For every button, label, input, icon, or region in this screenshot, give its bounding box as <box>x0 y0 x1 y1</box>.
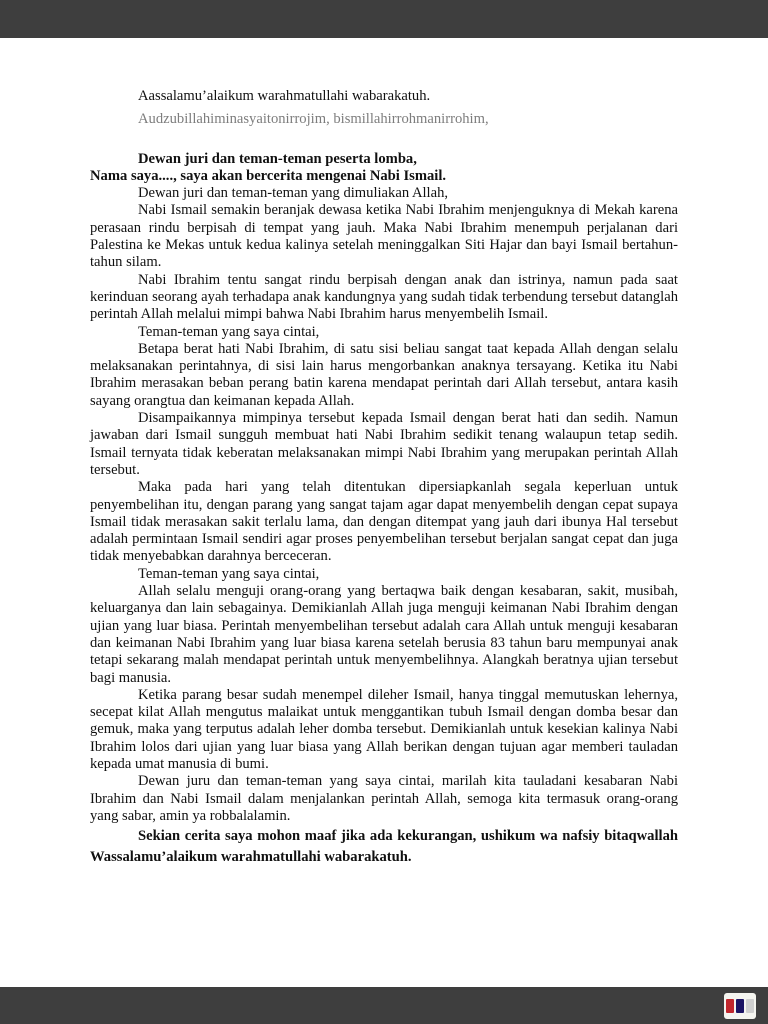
viewer-top-bar <box>0 0 768 38</box>
paragraph: Audzubillahiminasyaitonirrojim, bismillahirrohmanirrohim, <box>138 111 489 128</box>
paragraph: Aassalamu’alaikum warahmatullahi wabarakatuh. <box>138 88 431 104</box>
paragraph: Allah selalu menguji orang-orang yang bertaqwa baik dengan kesabaran, sakit, musibah, keluarganya dan lain sebagainya. Demikianlah Allah juga menguji keimanan Nabi Ibrahim dengan ujian yang luar biasa. Perintah menyembelihan tersebut adalah cara Allah untuk menguji kesabaran dan keimanan Nabi Ibrahim yang luar biasa karena setelah berusia 83 tahun baru mempunyai anak tetapi sekarang malah mendapat perintah untuk menyembelihnya. Alangkah beratnya ujian tersebut bagi manusia. <box>90 583 678 686</box>
publisher-logo-icon <box>724 993 756 1019</box>
paragraph: Betapa berat hati Nabi Ibrahim, di satu sisi beliau sangat taat kepada Allah dengan selalu melaksanakan perintahnya, di sisi lain harus mengorbankan anaknya tersayang. Ketika itu Nabi Ibrahim merasakan beban perang batin karena mendapat perintah dari Allah tersebut, antara kasih sayang orangtua dan keimanan kepada Allah. <box>90 340 678 409</box>
logo-navy-block <box>736 999 744 1013</box>
paragraph: Dewan juru dan teman-teman yang saya cintai, marilah kita tauladani kesabaran Nabi Ibrahim dan Nabi Ismail dalam menjalankan perintah Allah, semoga kita termasuk orang-orang yang sabar, amin ya robbalalamin. <box>90 773 678 824</box>
document-page <box>0 38 768 987</box>
document-body <box>90 88 678 867</box>
paragraph: Teman-teman yang saya cintai, <box>138 323 320 340</box>
paragraph: Ketika parang besar sudah menempel dileher Ismail, hanya tinggal memutuskan lehernya, secepat kilat Allah mengutus malaikat untuk menggantikan tubuh Ismail dengan domba besar dan gemuk, maka yang terputus adalah leher domba tersebut. Demikianlah untuk kesekian kalinya Nabi Ibrahim lolos dari ujian yang luar biasa yang Allah berikan dengan tujuan agar memberi tauladan kepada umat manusia di bumi. <box>90 686 678 772</box>
paragraph: Dewan juri dan teman-teman peserta lomba, <box>138 150 417 167</box>
paragraph: Nabi Ismail semakin beranjak dewasa ketika Nabi Ibrahim menjenguknya di Mekah karena perasaan rindu berpisah di tempat yang jauh. Maka Nabi Ibrahim menempuh perjalanan dari Palestina ke Mekas untuk kedua kalinya setelah meninggalkan Siti Hajar dan bayi Ismail bertahun-tahun silam. <box>90 202 678 271</box>
logo-red-block <box>726 999 734 1013</box>
logo-light-block <box>746 999 754 1013</box>
paragraph: Teman-teman yang saya cintai, <box>138 565 320 582</box>
paragraph: Sekian cerita saya mohon maaf jika ada kekurangan, ushikum wa nafsiy bitaqwallah Wassalamu’alaikum warahmatullahi wabarakatuh. <box>90 828 678 865</box>
viewer-bottom-bar <box>0 987 768 1024</box>
paragraph: Disampaikannya mimpinya tersebut kepada Ismail dengan berat hati dan sedih. Namun jawaban dari Ismail sungguh membuat hati Nabi Ibrahim sedikit tenang walaupun tetap sedih. Ismail ternyata tidak keberatan melaksanakan mimpi Nabi Ibrahim yang merupakan perintah Allah tersebut. <box>90 410 678 478</box>
paragraph: Nama saya...., saya akan bercerita mengenai Nabi Ismail. <box>90 167 447 184</box>
paragraph: Dewan juri dan teman-teman yang dimuliakan Allah, <box>138 185 449 202</box>
paragraph: Nabi Ibrahim tentu sangat rindu berpisah dengan anak dan istrinya, namun pada saat kerinduan seorang ayah terhadapa anak kandungnya yang sudah tidak terbendung tersebut datanglah perintah Allah melalui mimpi bahwa Nabi Ibrahim harus menyembelih Ismail. <box>90 271 678 323</box>
paragraph: Maka pada hari yang telah ditentukan dipersiapkanlah segala keperluan untuk penyembelihan itu, dengan parang yang sangat tajam agar dapat menyembelih dengan cepat supaya Ismail tidak merasakan sakit terlalu lama, dan dengan ditempat yang jauh dari ibunya Hal tersebut adalah permintaan Ismail sendiri agar proses penyembelihan tersebut berjalan sangat cepat dan juga tidak menyebabkan darahnya berceceran. <box>90 479 678 565</box>
